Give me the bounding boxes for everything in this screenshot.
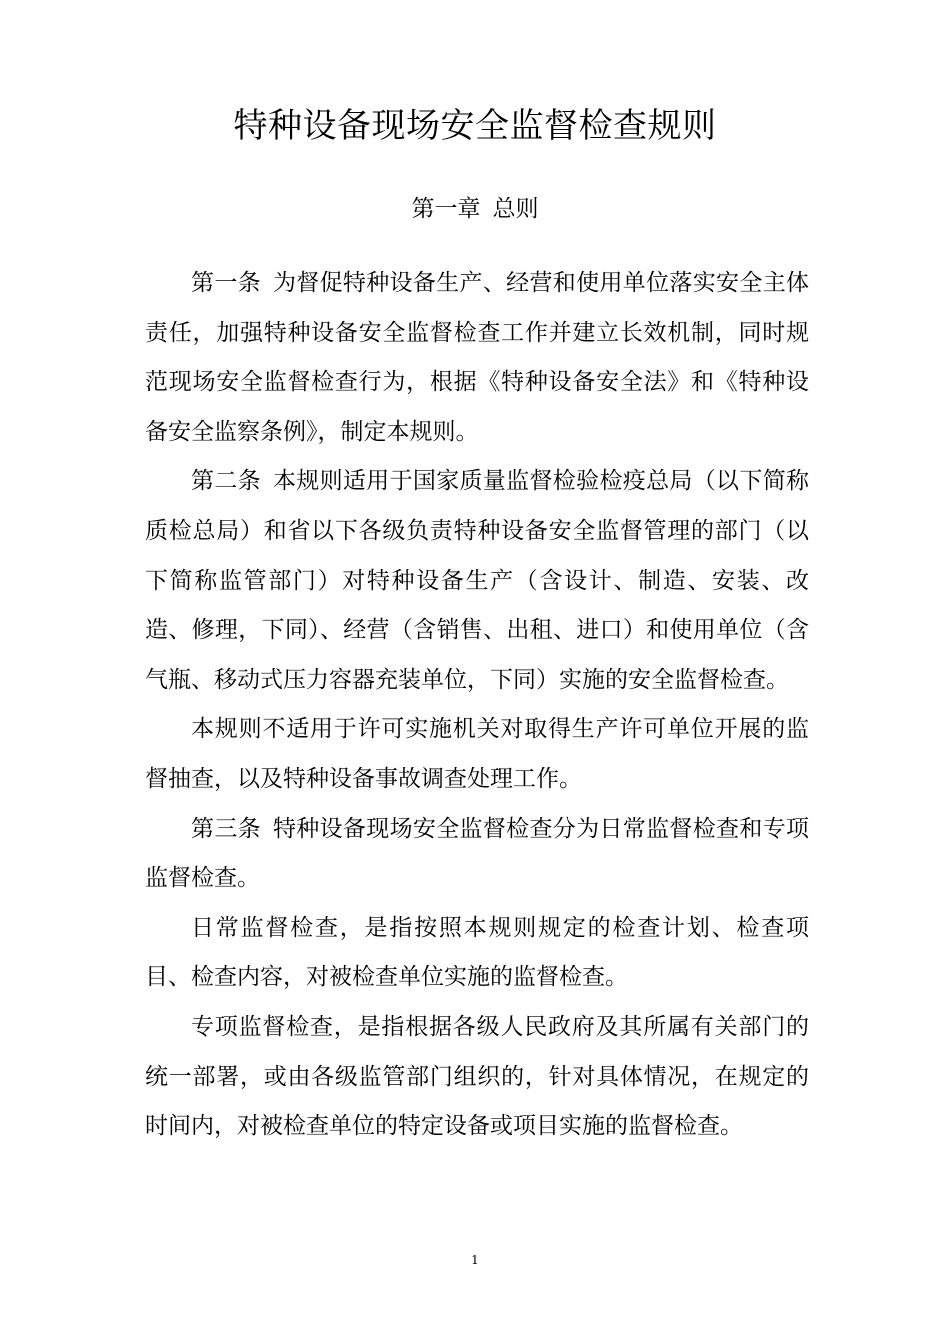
article-text: 日常监督检查，是指按照本规则规定的检查计划、检查项目、检查内容，对被检查单位实施的监督检查。 (145, 914, 809, 991)
chapter-heading (0, 192, 950, 226)
article-label: 第一条 (191, 270, 261, 296)
article-label: 第二条 (191, 468, 261, 495)
chapter-name: 总则 (492, 196, 539, 222)
article-text: 特种设备现场安全监督检查分为日常监督检查和专项监督检查。 (145, 815, 810, 892)
article-3-routine-definition (145, 904, 809, 1003)
article-3-special-definition (145, 1003, 809, 1152)
chapter-number: 第一章 (411, 196, 481, 222)
document-body (145, 259, 809, 1152)
article-1 (145, 259, 809, 457)
page-number: 1 (471, 1253, 479, 1267)
article-text: 专项监督检查，是指根据各级人民政府及其所属有关部门的统一部署，或由各级监管部门组织的，针对具体情况，在规定的时间内，对被检查单位的特定设备或项目实施的监督检查。 (145, 1013, 809, 1140)
article-label: 第三条 (191, 815, 261, 842)
article-3 (145, 805, 809, 904)
article-text: 为督促特种设备生产、经营和使用单位落实安全主体责任，加强特种设备安全监督检查工作并建立长效机制，同时规范现场安全监督检查行为，根据《特种设备安全法》和《特种设备安全监察条例》，制定本规则。 (145, 270, 810, 445)
article-2 (145, 457, 809, 705)
article-text: 本规则适用于国家质量监督检验检疫总局（以下简称质检总局）和省以下各级负责特种设备安全监督管理的部门（以下简称监管部门）对特种设备生产（含设计、制造、安装、改造、修理，下同）、经营（含销售、出租、进口）和使用单位（含气瓶、移动式压力容器充装单位，下同）实施的安全监督检查。 (145, 468, 810, 693)
article-2-exclusion (145, 705, 809, 804)
article-text: 本规则不适用于许可实施机关对取得生产许可单位开展的监督抽查，以及特种设备事故调查处理工作。 (145, 716, 809, 792)
document-title: 特种设备现场安全监督检查规则 (233, 106, 717, 146)
